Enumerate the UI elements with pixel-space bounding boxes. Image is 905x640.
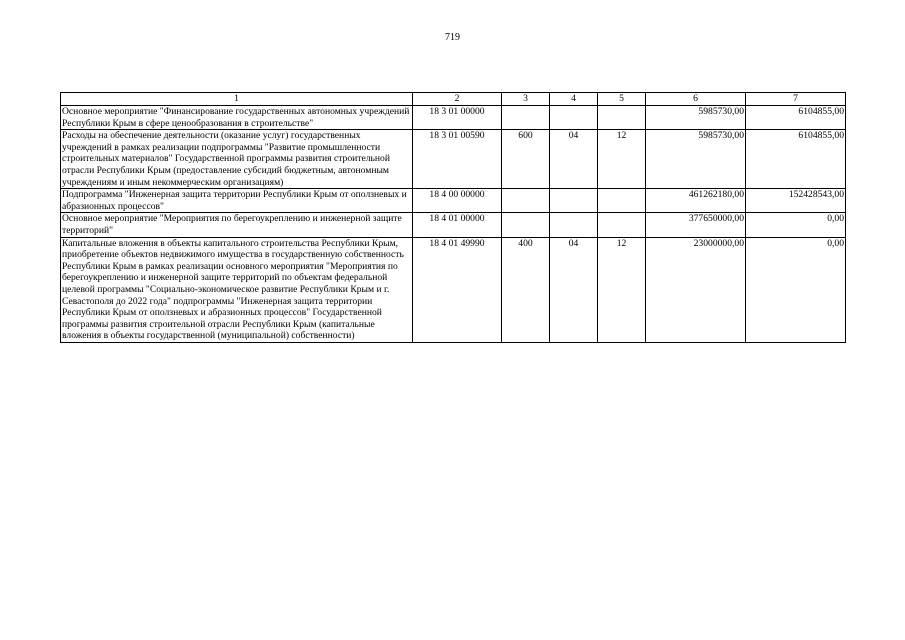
header-col-1: 1 bbox=[61, 93, 413, 106]
row-col-4 bbox=[550, 106, 598, 130]
header-col-7: 7 bbox=[746, 93, 846, 106]
row-col-3 bbox=[502, 213, 550, 237]
row-col-4: 04 bbox=[550, 237, 598, 342]
row-name: Расходы на обеспечение деятельности (оказание услуг) государственных учреждений в рамках реализации подпрограммы "Развитие промышленности строительных материалов" Государственной программы развития строительной отрасли Республики Крым (предоставление субсидий бюджетным, автономным учреждениям и иным некоммерческим организациям) bbox=[61, 130, 413, 189]
row-col-5 bbox=[598, 213, 646, 237]
row-code: 18 4 00 00000 bbox=[413, 189, 502, 213]
row-col-5 bbox=[598, 106, 646, 130]
row-name: Основное мероприятие "Финансирование государственных автономных учреждений Республики Крым в сфере ценообразования в строительстве" bbox=[61, 106, 413, 130]
row-col-4 bbox=[550, 213, 598, 237]
row-col-5 bbox=[598, 189, 646, 213]
row-col-3 bbox=[502, 189, 550, 213]
row-col-3: 400 bbox=[502, 237, 550, 342]
row-amount-2: 0,00 bbox=[746, 237, 846, 342]
row-code: 18 4 01 49990 bbox=[413, 237, 502, 342]
header-col-3: 3 bbox=[502, 93, 550, 106]
row-amount-1: 461262180,00 bbox=[646, 189, 746, 213]
row-amount-1: 377650000,00 bbox=[646, 213, 746, 237]
header-col-6: 6 bbox=[646, 93, 746, 106]
row-code: 18 3 01 00000 bbox=[413, 106, 502, 130]
row-amount-1: 5985730,00 bbox=[646, 130, 746, 189]
header-col-5: 5 bbox=[598, 93, 646, 106]
row-col-4 bbox=[550, 189, 598, 213]
row-col-3 bbox=[502, 106, 550, 130]
table-row bbox=[61, 237, 846, 342]
header-col-4: 4 bbox=[550, 93, 598, 106]
table-header-row bbox=[61, 93, 846, 106]
header-col-2: 2 bbox=[413, 93, 502, 106]
row-name: Подпрограмма "Инженерная защита территории Республики Крым от оползневых и абразионных процессов" bbox=[61, 189, 413, 213]
table-row bbox=[61, 106, 846, 130]
row-amount-1: 23000000,00 bbox=[646, 237, 746, 342]
row-amount-1: 5985730,00 bbox=[646, 106, 746, 130]
row-amount-2: 152428543,00 bbox=[746, 189, 846, 213]
row-name: Основное мероприятие "Мероприятия по берегоукреплению и инженерной защите территорий" bbox=[61, 213, 413, 237]
row-amount-2: 6104855,00 bbox=[746, 130, 846, 189]
table-row bbox=[61, 213, 846, 237]
row-col-5: 12 bbox=[598, 130, 646, 189]
row-amount-2: 0,00 bbox=[746, 213, 846, 237]
row-name: Капитальные вложения в объекты капитального строительства Республики Крым, приобретение объектов недвижимого имущества в государственную собственность Республики Крым в рамках реализации основного мероприятия "Мероприятия по берегоукреплению и инженерной защите территорий по объектам федеральной целевой программы "Социально-экономическое развитие Республики Крым и г. Севастополя до 2022 года" подпрограммы "Инженерная защита территории Республики Крым от оползневых и абразионных процессов" Государственной программы развития строительной отрасли Республики Крым (капитальные вложения в объекты государственной (муниципальной) собственности) bbox=[61, 237, 413, 342]
budget-table bbox=[60, 92, 846, 343]
row-col-4: 04 bbox=[550, 130, 598, 189]
row-code: 18 3 01 00590 bbox=[413, 130, 502, 189]
row-code: 18 4 01 00000 bbox=[413, 213, 502, 237]
row-col-3: 600 bbox=[502, 130, 550, 189]
row-amount-2: 6104855,00 bbox=[746, 106, 846, 130]
page-number: 719 bbox=[445, 32, 460, 43]
table-row bbox=[61, 130, 846, 189]
row-col-5: 12 bbox=[598, 237, 646, 342]
table-row bbox=[61, 189, 846, 213]
